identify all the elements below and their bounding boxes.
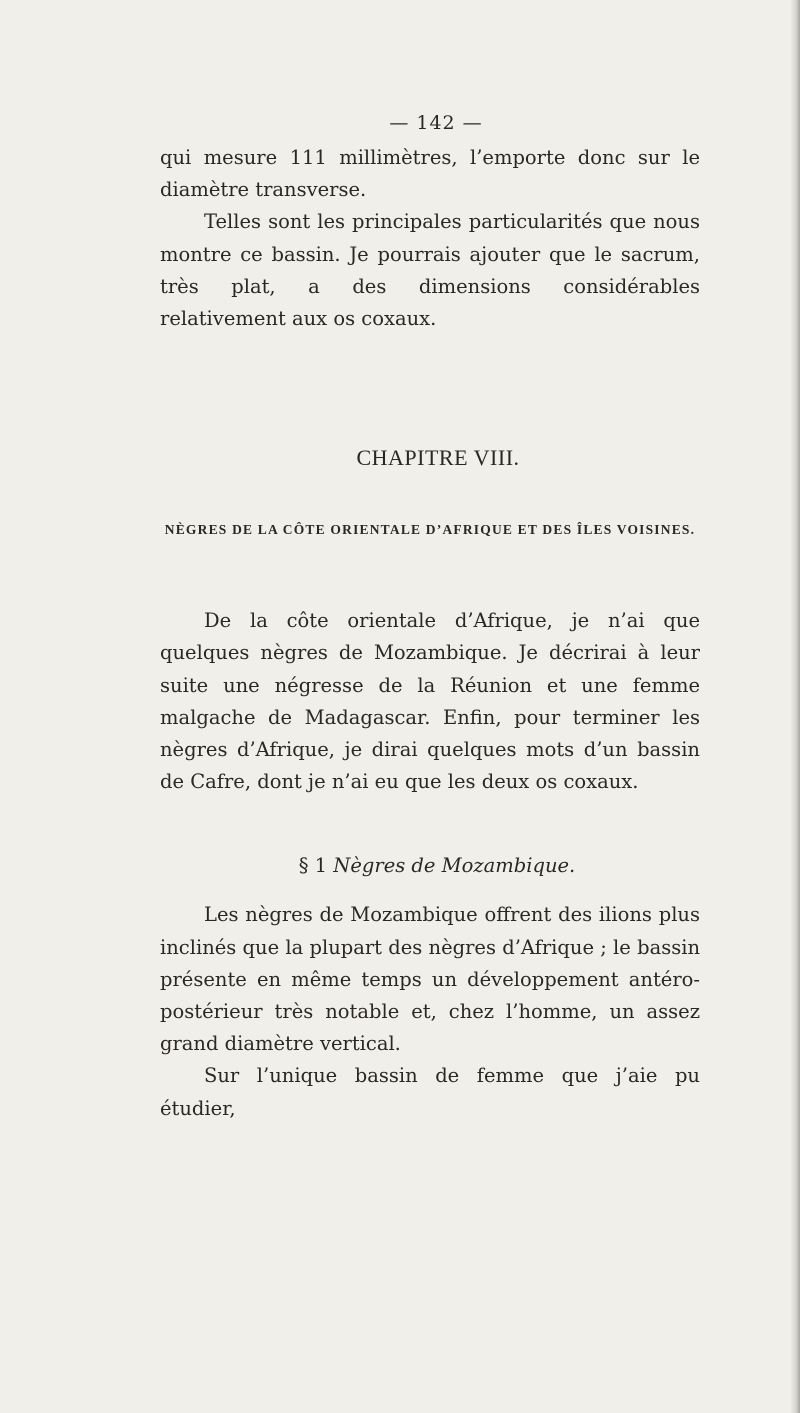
section-title: Nègres de Mozambique. [333,854,576,878]
spacer [160,877,700,899]
book-page [160,112,700,1125]
section-paragraph: Sur l’unique bassin de femme que j’aie pu étudier, [160,1064,700,1120]
section-paragraph: Les nègres de Mozambique offrent des ilions plus inclinés que la plupart des nègres d’Afrique ; le bassin présente en même temps un développement antéro-postérieur très notable et, chez l’homme, un assez grand diamètre vertical. [160,903,700,1056]
continued-paragraph: qui mesure 111 millimètres, l’emporte donc sur le diamètre transverse. [160,146,700,202]
paragraph-summary: Telles sont les principales particularités que nous montre ce bassin. Je pourrais ajouter que le sacrum, très plat, a des dimensions considérables relativement aux os coxaux. [160,210,700,331]
page-number: — 142 — [389,112,483,134]
section-heading [160,854,700,877]
page-edge-shadow [790,0,800,1413]
chapter-subtitle: NÈGRES DE LA CÔTE ORIENTALE D’AFRIQUE ET DES ÎLES VOISINES. [164,522,696,538]
section-number: § 1 [298,854,328,878]
intro-paragraph: De la côte orientale d’Afrique, je n’ai que quelques nègres de Mozambique. Je décrirai à leur suite une négresse de la Réunion et une femme malgache de Madagascar. Enfin, pour terminer les nègres d’Afrique, je dirai quelques mots d’un bassin de Cafre, dont je n’ai eu que les deux os coxaux. [160,609,700,794]
chapter-title: CHAPITRE VIII. [356,445,520,471]
spacer [160,545,700,605]
